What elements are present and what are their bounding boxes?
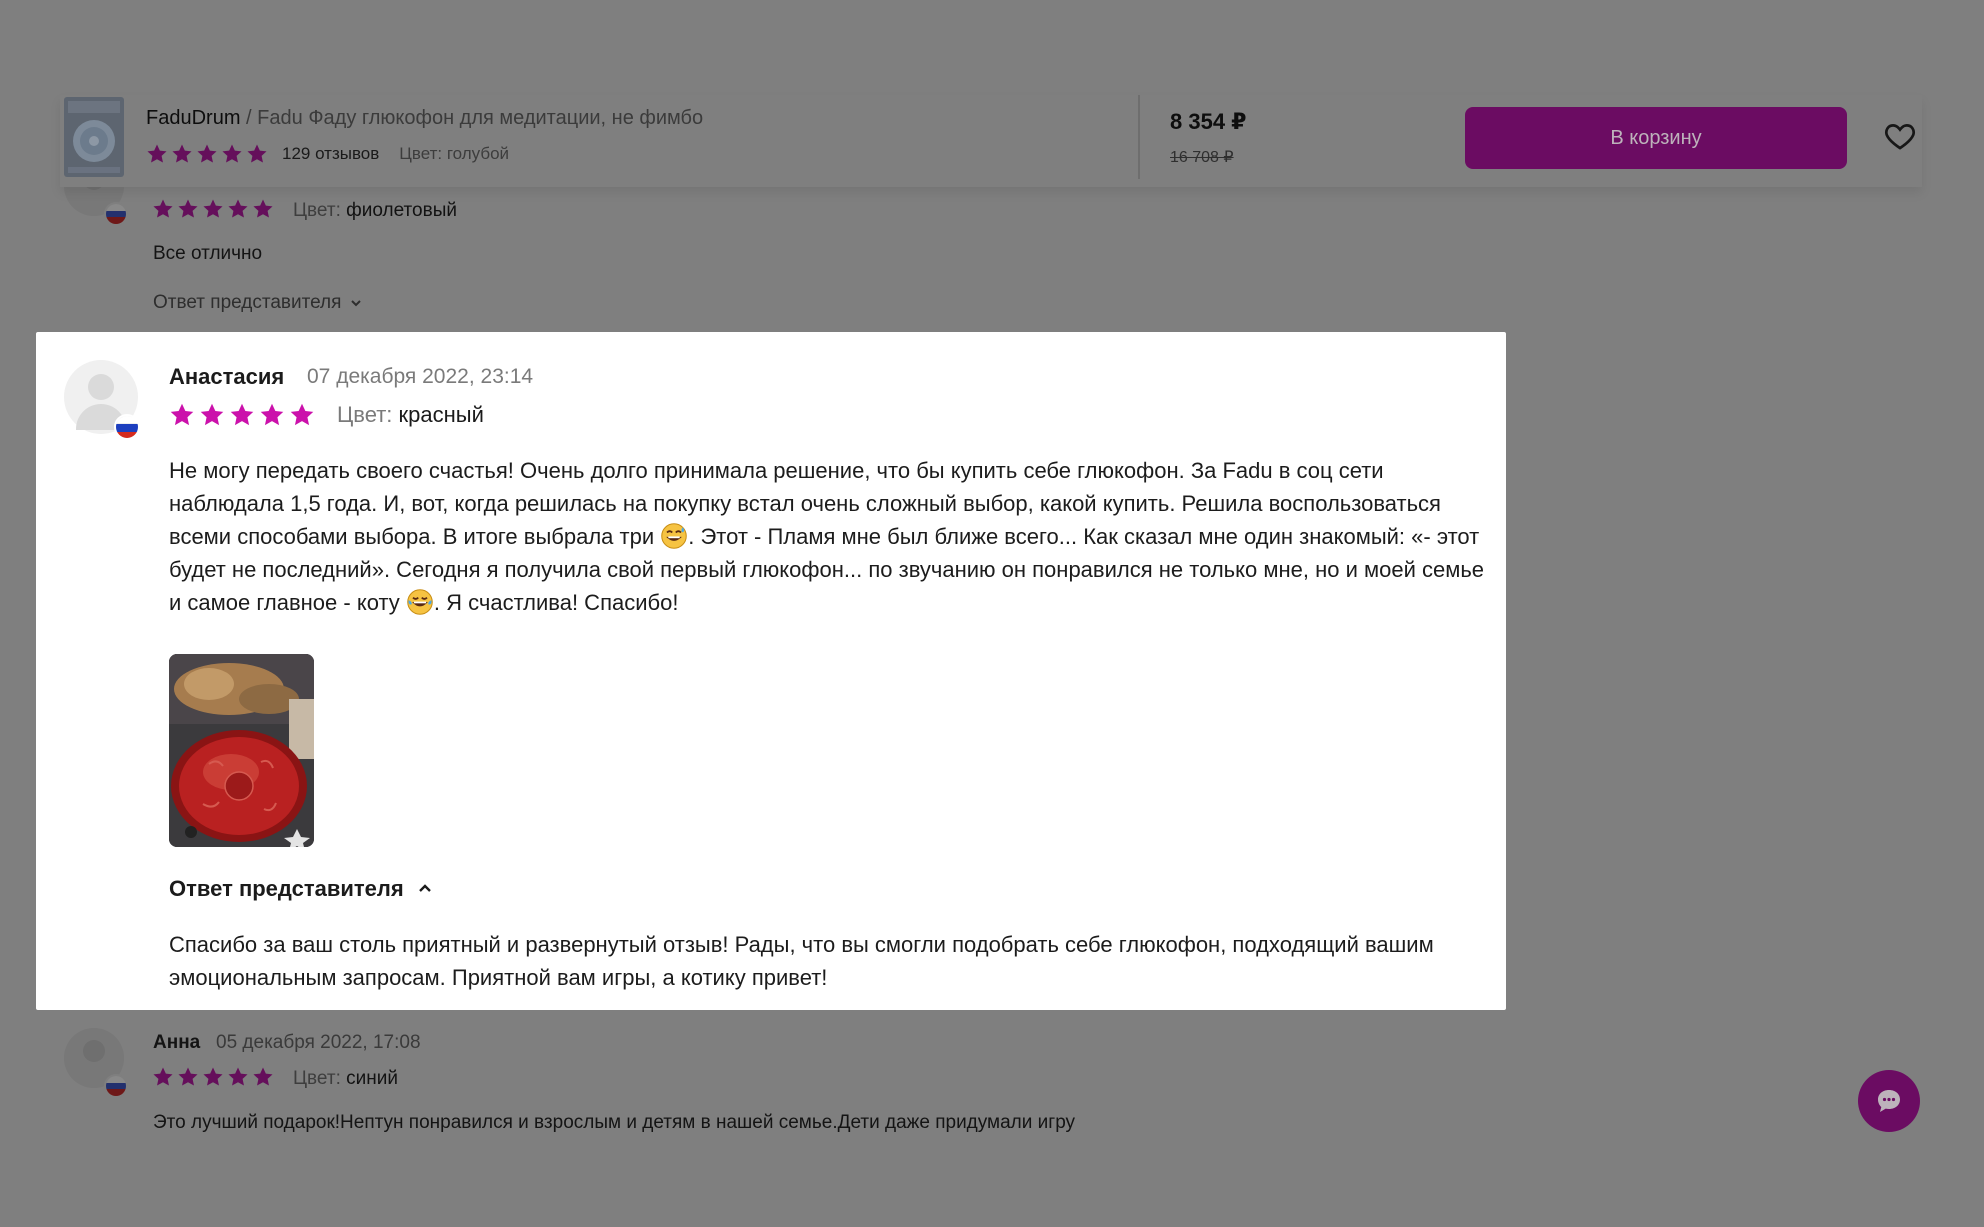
review-date: 07 декабря 2022, 23:14: [307, 365, 534, 388]
product-rating-stars: [146, 143, 268, 165]
chat-button[interactable]: [1858, 1070, 1920, 1132]
star-icon: [152, 198, 174, 220]
review-text: Это лучший подарок!Нептун понравился и взрослым и детям в нашей семье.Дети даже придумали игру: [153, 1112, 1076, 1133]
seller-answer-text: Спасибо за ваш столь приятный и развернутый отзыв! Рады, что вы смогли подобрать себе глюкофон, подходящий вашим эмоциональным запросам. Приятной вам игры, а котику привет!: [169, 932, 1434, 990]
chevron-down-icon: [349, 296, 363, 310]
russia-flag-icon: [104, 202, 128, 226]
answer-toggle[interactable]: [169, 876, 434, 902]
color-label: Цвет:: [293, 200, 341, 221]
color-label: Цвет:: [337, 402, 393, 427]
product-color: Цвет: голубой: [399, 144, 510, 163]
color-label: Цвет:: [293, 1068, 341, 1089]
rating-stars: [152, 1066, 274, 1088]
review-author: Анастасия: [169, 364, 285, 389]
divider: [1138, 95, 1140, 179]
grinning-sweat-emoji: [660, 522, 688, 550]
review-text: Все отлично: [153, 243, 263, 264]
answer-toggle[interactable]: [153, 292, 363, 314]
star-icon: [177, 1066, 199, 1088]
star-icon: [221, 143, 243, 165]
star-icon: [146, 143, 168, 165]
star-icon: [289, 402, 315, 428]
review-photo[interactable]: [169, 654, 314, 847]
product-meta: [146, 143, 509, 165]
review-photo-image: [169, 654, 314, 847]
color-value: красный: [398, 402, 484, 427]
color-meta: [337, 402, 484, 428]
title-separator: /: [246, 107, 252, 129]
product-image: [64, 97, 124, 177]
reviews-count-link[interactable]: 129 отзывов: [282, 144, 380, 163]
color-value: фиолетовый: [346, 200, 457, 221]
product-name: Fadu Фаду глюкофон для медитации, не фимбо: [257, 107, 704, 129]
price: 8 354 ₽: [1170, 109, 1247, 134]
review-text: [169, 454, 1489, 619]
star-icon: [246, 143, 268, 165]
star-icon: [227, 1066, 249, 1088]
product-title[interactable]: [146, 107, 703, 130]
heart-outline-icon[interactable]: [1883, 119, 1917, 153]
review-card-highlighted: [36, 332, 1506, 1010]
russia-flag-icon: [104, 1074, 128, 1098]
color-meta: [293, 200, 457, 222]
star-icon: [152, 1066, 174, 1088]
star-icon: [252, 198, 274, 220]
star-icon: [227, 198, 249, 220]
product-sticky-header: [60, 95, 1922, 187]
answer-toggle-label: Ответ представителя: [169, 876, 404, 901]
star-icon: [177, 198, 199, 220]
review-date: 05 декабря 2022, 17:08: [216, 1032, 421, 1053]
star-icon: [229, 402, 255, 428]
star-icon: [202, 198, 224, 220]
color-value: синий: [346, 1068, 398, 1089]
answer-toggle-label: Ответ представителя: [153, 292, 342, 313]
product-thumbnail[interactable]: [64, 97, 124, 177]
old-price: 16 708 ₽: [1170, 149, 1234, 166]
tears-of-joy-emoji: [406, 588, 434, 616]
review-meta: [169, 402, 484, 428]
chat-bubble-icon: [1874, 1086, 1904, 1116]
review-text-part: . Я счастлива! Спасибо!: [433, 590, 679, 615]
review-author: Анна: [153, 1032, 201, 1053]
star-icon: [199, 402, 225, 428]
rating-stars: [152, 198, 274, 220]
star-icon: [171, 143, 193, 165]
star-icon: [196, 143, 218, 165]
add-to-cart-button[interactable]: В корзину: [1465, 107, 1847, 169]
star-icon: [252, 1066, 274, 1088]
star-icon: [169, 402, 195, 428]
chevron-up-icon: [416, 880, 434, 898]
review-text-part: Не могу передать своего счастья! Очень долго принимала решение, что бы купить себе глюкофон. За Fadu в соц сети наблюдала 1,5 года. И, вот, когда решилась на покупку встал очень сложный выбор, какой купить. Решила воспользоваться всеми способами выбора. В итоге выбрала три: [169, 458, 1441, 549]
color-meta: [293, 1068, 398, 1090]
review-text-part: . Этот - Пламя мне был ближе всего... Как сказал мне один знакомый: «- этот будет не последний». Сегодня я получила свой первый глюкофон... по звучанию он понравился не только мне, но и моей семье и самое главное - коту: [169, 524, 1485, 615]
russia-flag-icon: [114, 414, 140, 440]
star-icon: [259, 402, 285, 428]
star-icon: [202, 1066, 224, 1088]
rating-stars: [169, 402, 315, 428]
product-brand: FaduDrum: [146, 107, 241, 129]
